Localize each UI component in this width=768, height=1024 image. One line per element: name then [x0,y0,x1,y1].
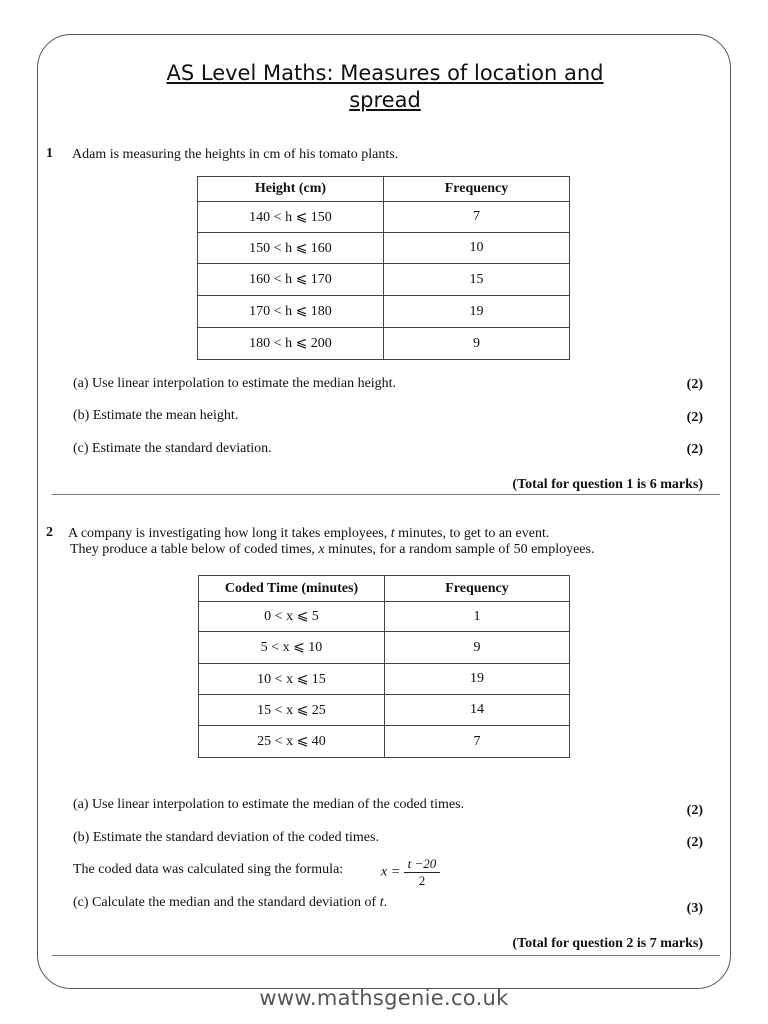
class-interval: 10 < x ⩽ 15 [199,664,385,695]
question-1-stem: Adam is measuring the heights in cm of his tomato plants. [72,147,399,162]
question-2-table [198,575,570,758]
formula-fraction [404,856,441,889]
table-row [199,632,570,664]
question-2-total: (Total for question 2 is 7 marks) [512,936,703,951]
stem-text: minutes, for a random sample of 50 employees. [324,542,595,557]
frequency-value: 9 [385,632,570,664]
class-interval: 25 < x ⩽ 40 [199,726,385,758]
frequency-value: 15 [384,264,570,296]
question-2-stem-line-1 [68,525,549,542]
table-header-frequency: Frequency [384,177,570,202]
table-header-row [199,576,570,602]
coding-formula [381,856,440,889]
page-title [40,60,730,114]
question-1-part-c: (c) Estimate the standard deviation. [73,441,272,456]
question-2-stem-line-2 [70,541,594,558]
table-header-height: Height (cm) [198,177,384,202]
coding-statement: The coded data was calculated sing the formula: [73,862,344,877]
frequency-value: 10 [384,233,570,264]
frequency-value: 14 [385,695,570,726]
part-c-text: (c) Calculate the median and the standard deviation of [73,895,380,910]
variable-t: t [379,895,384,910]
question-1-part-c-marks: (2) [686,442,703,457]
formula-numerator: t −20 [404,856,441,873]
question-1-number: 1 [46,146,53,161]
formula-lhs: x = [381,864,401,880]
class-interval: 5 < x ⩽ 10 [199,632,385,664]
question-2-part-b: (b) Estimate the standard deviation of the coded times. [73,830,379,845]
class-interval: 150 < h ⩽ 160 [198,233,384,264]
table-row [198,233,570,264]
variable-x: x [318,542,325,557]
table-row [198,296,570,328]
class-interval: 0 < x ⩽ 5 [199,602,385,632]
table-row [199,695,570,726]
stem-text: A company is investigating how long it takes employees, [68,526,391,541]
frequency-value: 19 [385,664,570,695]
question-1-table [197,176,570,360]
table-row [198,264,570,296]
class-interval: 160 < h ⩽ 170 [198,264,384,296]
frequency-value: 7 [384,202,570,233]
frequency-value: 1 [385,602,570,632]
frequency-value: 7 [385,726,570,758]
question-1-part-a-marks: (2) [686,377,703,392]
question-2-number: 2 [46,525,53,540]
table-row [199,602,570,632]
table-header-row [198,177,570,202]
table-header-frequency: Frequency [385,576,570,602]
class-interval: 15 < x ⩽ 25 [199,695,385,726]
table-row [199,664,570,695]
footer-url: www.mathsgenie.co.uk [259,986,509,1010]
title-line-2: spread [349,88,421,112]
table-header-coded-time: Coded Time (minutes) [199,576,385,602]
question-1-divider [52,494,720,495]
question-2-divider [52,955,720,956]
question-1-total: (Total for question 1 is 6 marks) [512,477,703,492]
table-row [198,328,570,360]
table-row [198,202,570,233]
stem-text: minutes, to get to an event. [394,526,550,541]
question-2-part-b-marks: (2) [686,835,703,850]
question-2-part-a-marks: (2) [686,803,703,818]
frequency-value: 19 [384,296,570,328]
class-interval: 170 < h ⩽ 180 [198,296,384,328]
question-2-part-c [73,895,387,911]
variable-t: t [390,526,395,541]
class-interval: 140 < h ⩽ 150 [198,202,384,233]
title-line-1: AS Level Maths: Measures of location and [166,61,604,85]
question-1-part-b-marks: (2) [686,410,703,425]
stem-text: They produce a table below of coded times, [70,542,319,557]
question-1-part-b: (b) Estimate the mean height. [73,408,239,423]
question-2-part-c-marks: (3) [686,901,703,916]
question-2-part-a: (a) Use linear interpolation to estimate the median of the coded times. [73,797,465,812]
table-row [199,726,570,758]
class-interval: 180 < h ⩽ 200 [198,328,384,360]
question-1-part-a: (a) Use linear interpolation to estimate the median height. [73,376,397,391]
formula-denominator: 2 [418,873,426,888]
part-c-text: . [383,895,388,910]
frequency-value: 9 [384,328,570,360]
